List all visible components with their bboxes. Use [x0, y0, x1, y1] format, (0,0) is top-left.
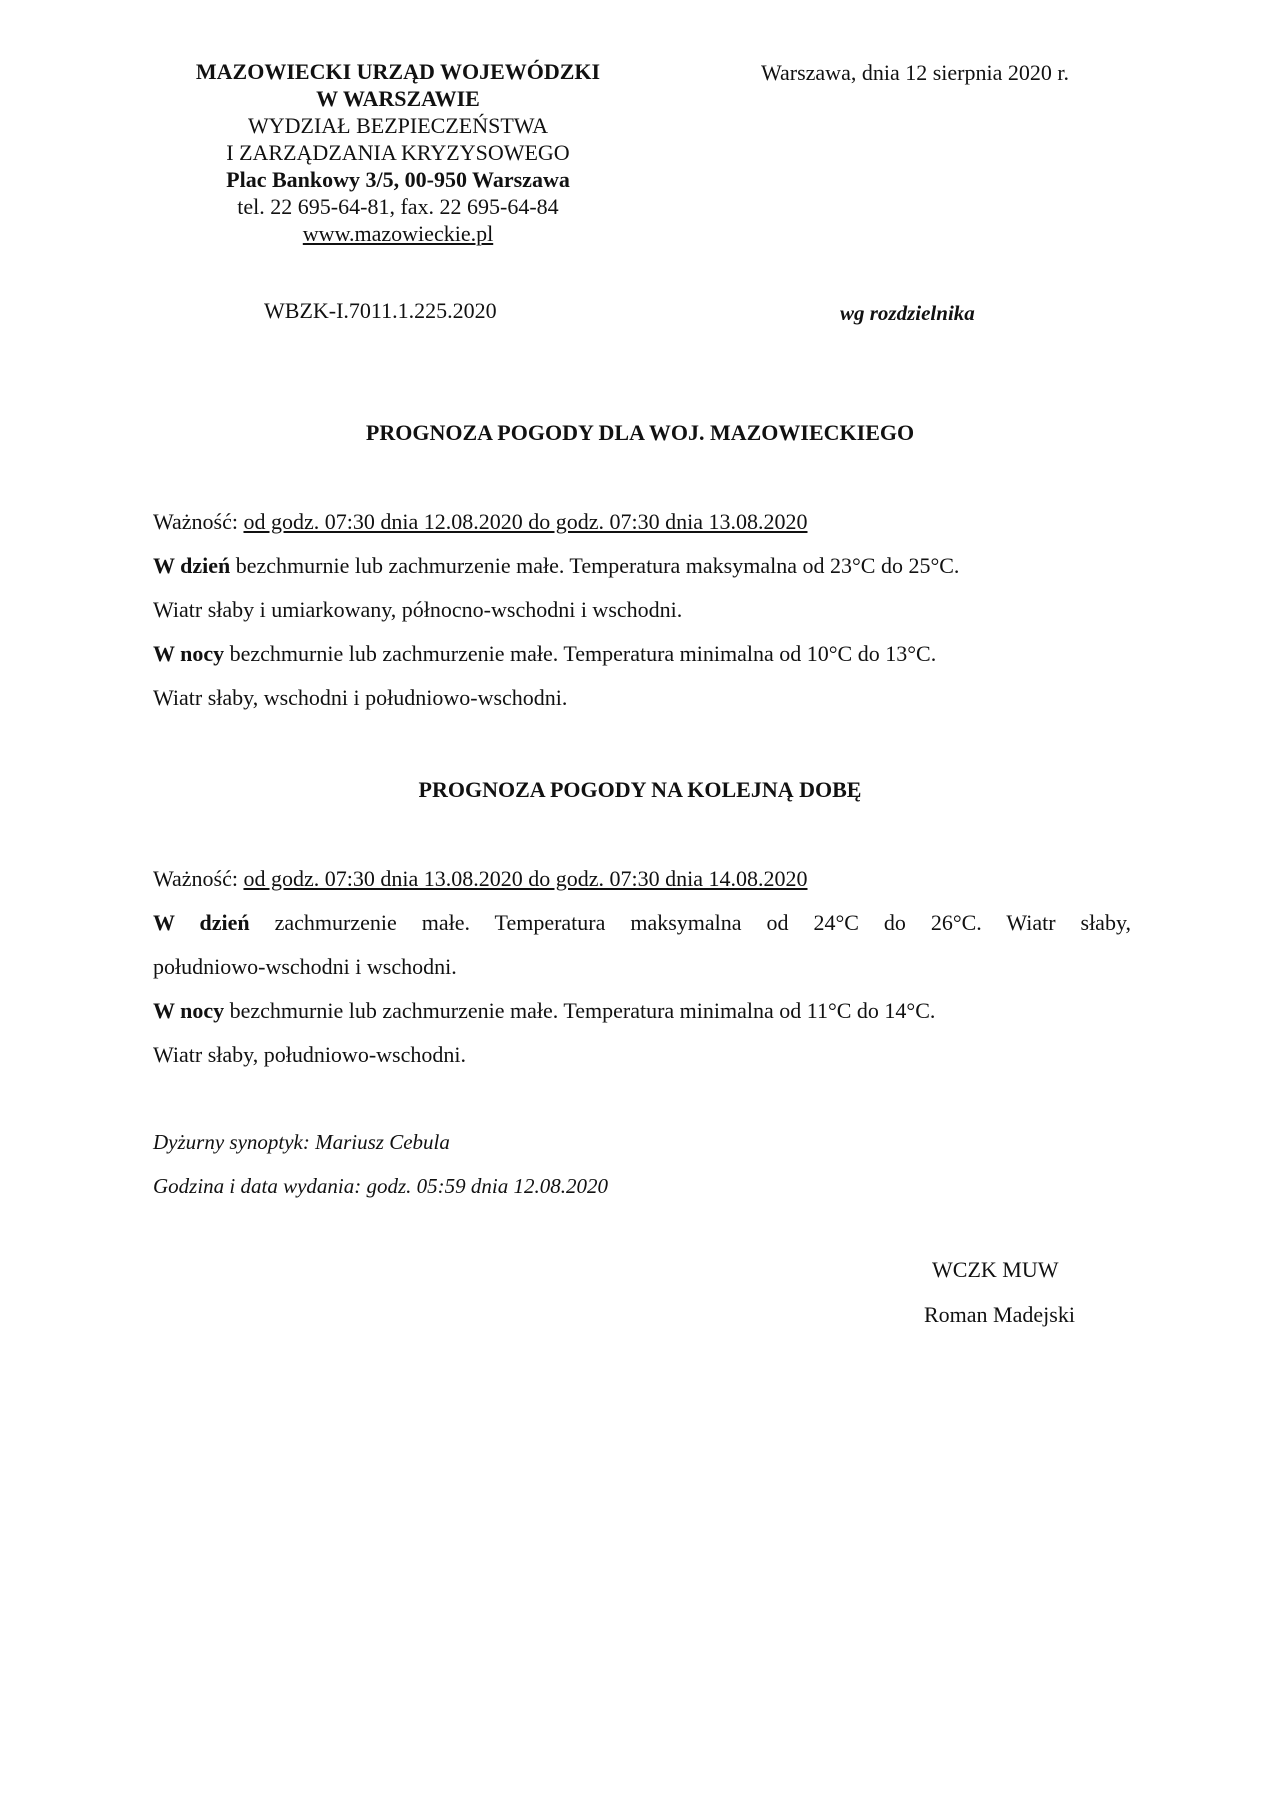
- day-text-line1: zachmurzenie małe. Temperatura maksymalna od 24°C do 26°C. Wiatr słaby,: [274, 910, 1132, 935]
- website-link[interactable]: www.mazowieckie.pl: [302, 221, 494, 246]
- forecast1-day-line2: Wiatr słaby i umiarkowany, północno-wschodni i wschodni.: [153, 597, 683, 622]
- day-label: W dzień: [153, 910, 250, 935]
- forecast1-title: PROGNOZA POGODY DLA WOJ. MAZOWIECKIEGO: [365, 420, 915, 445]
- document-date: Warszawa, dnia 12 sierpnia 2020 r.: [761, 60, 1069, 85]
- forecaster-name: Dyżurny synoptyk: Mariusz Cebula: [153, 1130, 450, 1154]
- forecast2-validity: [153, 865, 1131, 892]
- distribution-note: wg rozdzielnika: [840, 301, 975, 325]
- department-line2: I ZARZĄDZANIA KRYZYSOWEGO: [226, 140, 570, 165]
- validity-label: Ważność:: [153, 866, 238, 891]
- org-name-line1: MAZOWIECKI URZĄD WOJEWÓDZKI: [195, 59, 601, 84]
- day-label: W dzień: [153, 553, 231, 578]
- day-text-line1: bezchmurnie lub zachmurzenie małe. Temperatura maksymalna od 23°C do 25°C.: [235, 553, 960, 578]
- forecast1-night-line2: Wiatr słaby, wschodni i południowo-wschodni.: [153, 685, 568, 710]
- night-text-line1: bezchmurnie lub zachmurzenie małe. Temperatura minimalna od 11°C do 14°C.: [229, 998, 936, 1023]
- forecast1-day: [153, 552, 1131, 579]
- validity-label: Ważność:: [153, 509, 238, 534]
- forecast2-night-line2: Wiatr słaby, południowo-wschodni.: [153, 1042, 466, 1067]
- forecast1-night: [153, 640, 1131, 667]
- org-name-line2: W WARSZAWIE: [316, 86, 480, 111]
- address: Plac Bankowy 3/5, 00-950 Warszawa: [226, 167, 570, 192]
- validity-value: od godz. 07:30 dnia 13.08.2020 do godz. 07:30 dnia 14.08.2020: [243, 866, 808, 891]
- forecast2-night: [153, 997, 1131, 1024]
- night-label: W nocy: [153, 998, 225, 1023]
- night-text-line1: bezchmurnie lub zachmurzenie małe. Temperatura minimalna od 10°C do 13°C.: [229, 641, 937, 666]
- forecast2-day: [153, 909, 1131, 936]
- validity-value: od godz. 07:30 dnia 12.08.2020 do godz. 07:30 dnia 13.08.2020: [243, 509, 808, 534]
- department-line1: WYDZIAŁ BEZPIECZEŃSTWA: [247, 113, 548, 138]
- forecast1-validity: [153, 508, 1131, 535]
- forecast2-day-line2: południowo-wschodni i wschodni.: [153, 954, 457, 979]
- signature-name: Roman Madejski: [924, 1302, 1075, 1327]
- night-label: W nocy: [153, 641, 225, 666]
- phone-fax: tel. 22 695-64-81, fax. 22 695-64-84: [237, 194, 559, 219]
- signature-unit: WCZK MUW: [932, 1257, 1059, 1282]
- organization-header: [130, 58, 666, 247]
- forecast2-title: PROGNOZA POGODY NA KOLEJNĄ DOBĘ: [418, 777, 862, 802]
- issue-time: Godzina i data wydania: godz. 05:59 dnia 12.08.2020: [153, 1174, 608, 1198]
- reference-number: WBZK-I.7011.1.225.2020: [264, 298, 497, 323]
